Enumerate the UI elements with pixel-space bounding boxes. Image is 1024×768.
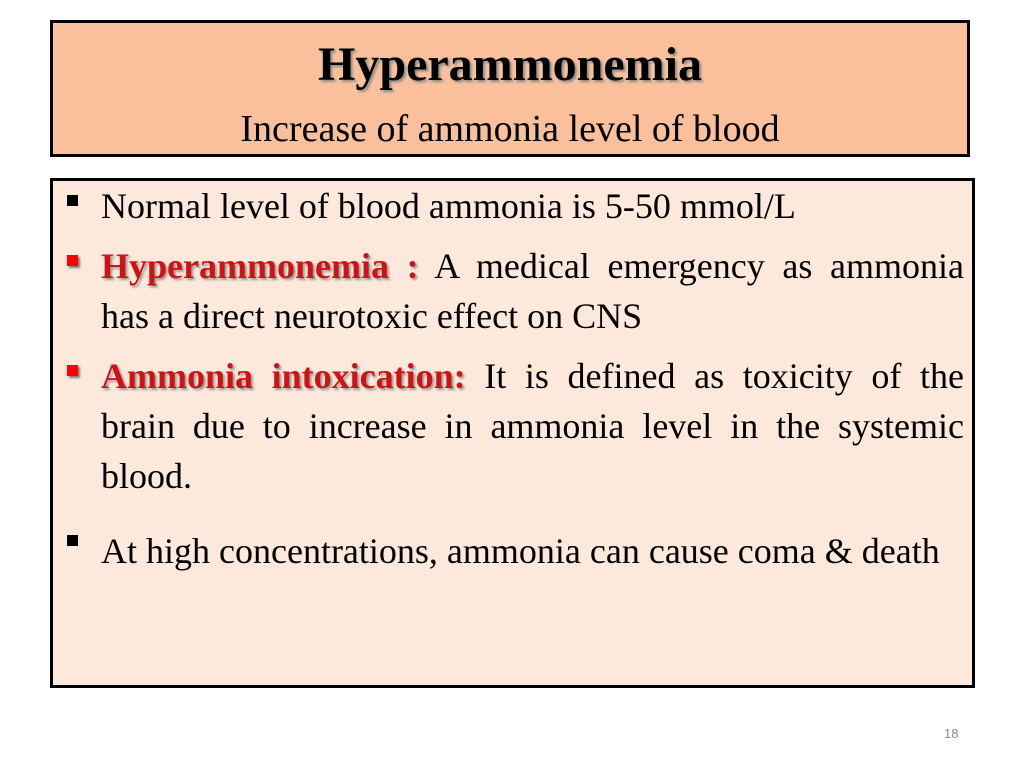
slide-title: Hyperammonemia [318,38,702,91]
title-box [50,20,970,157]
slide-subtitle: Increase of ammonia level of blood [240,108,780,150]
bullet-text-wrapper [101,241,964,341]
bullet-square-icon [67,535,78,546]
bullet-term: Ammonia intoxication: [101,356,466,396]
bullet-square-icon [67,365,78,376]
bullet-text: At high concentrations, ammonia can cause coma & death [101,531,940,571]
content-box [50,178,975,688]
bullet-term: Hyperammonemia : [101,246,419,286]
bullet-text: It is defined as toxicity of the brain due to increase in ammonia level in the systemic blood. [101,356,964,496]
bullet-text-wrapper [101,351,964,501]
page-number: 18 [944,726,959,741]
bullet-text: A medical emergency as ammonia has a direct neurotoxic effect on CNS [101,246,965,336]
bullet-square-icon [67,255,78,266]
bullet-square-icon [67,195,78,206]
bullet-text: Normal level of blood ammonia is 5-50 mmol/L [101,186,796,226]
